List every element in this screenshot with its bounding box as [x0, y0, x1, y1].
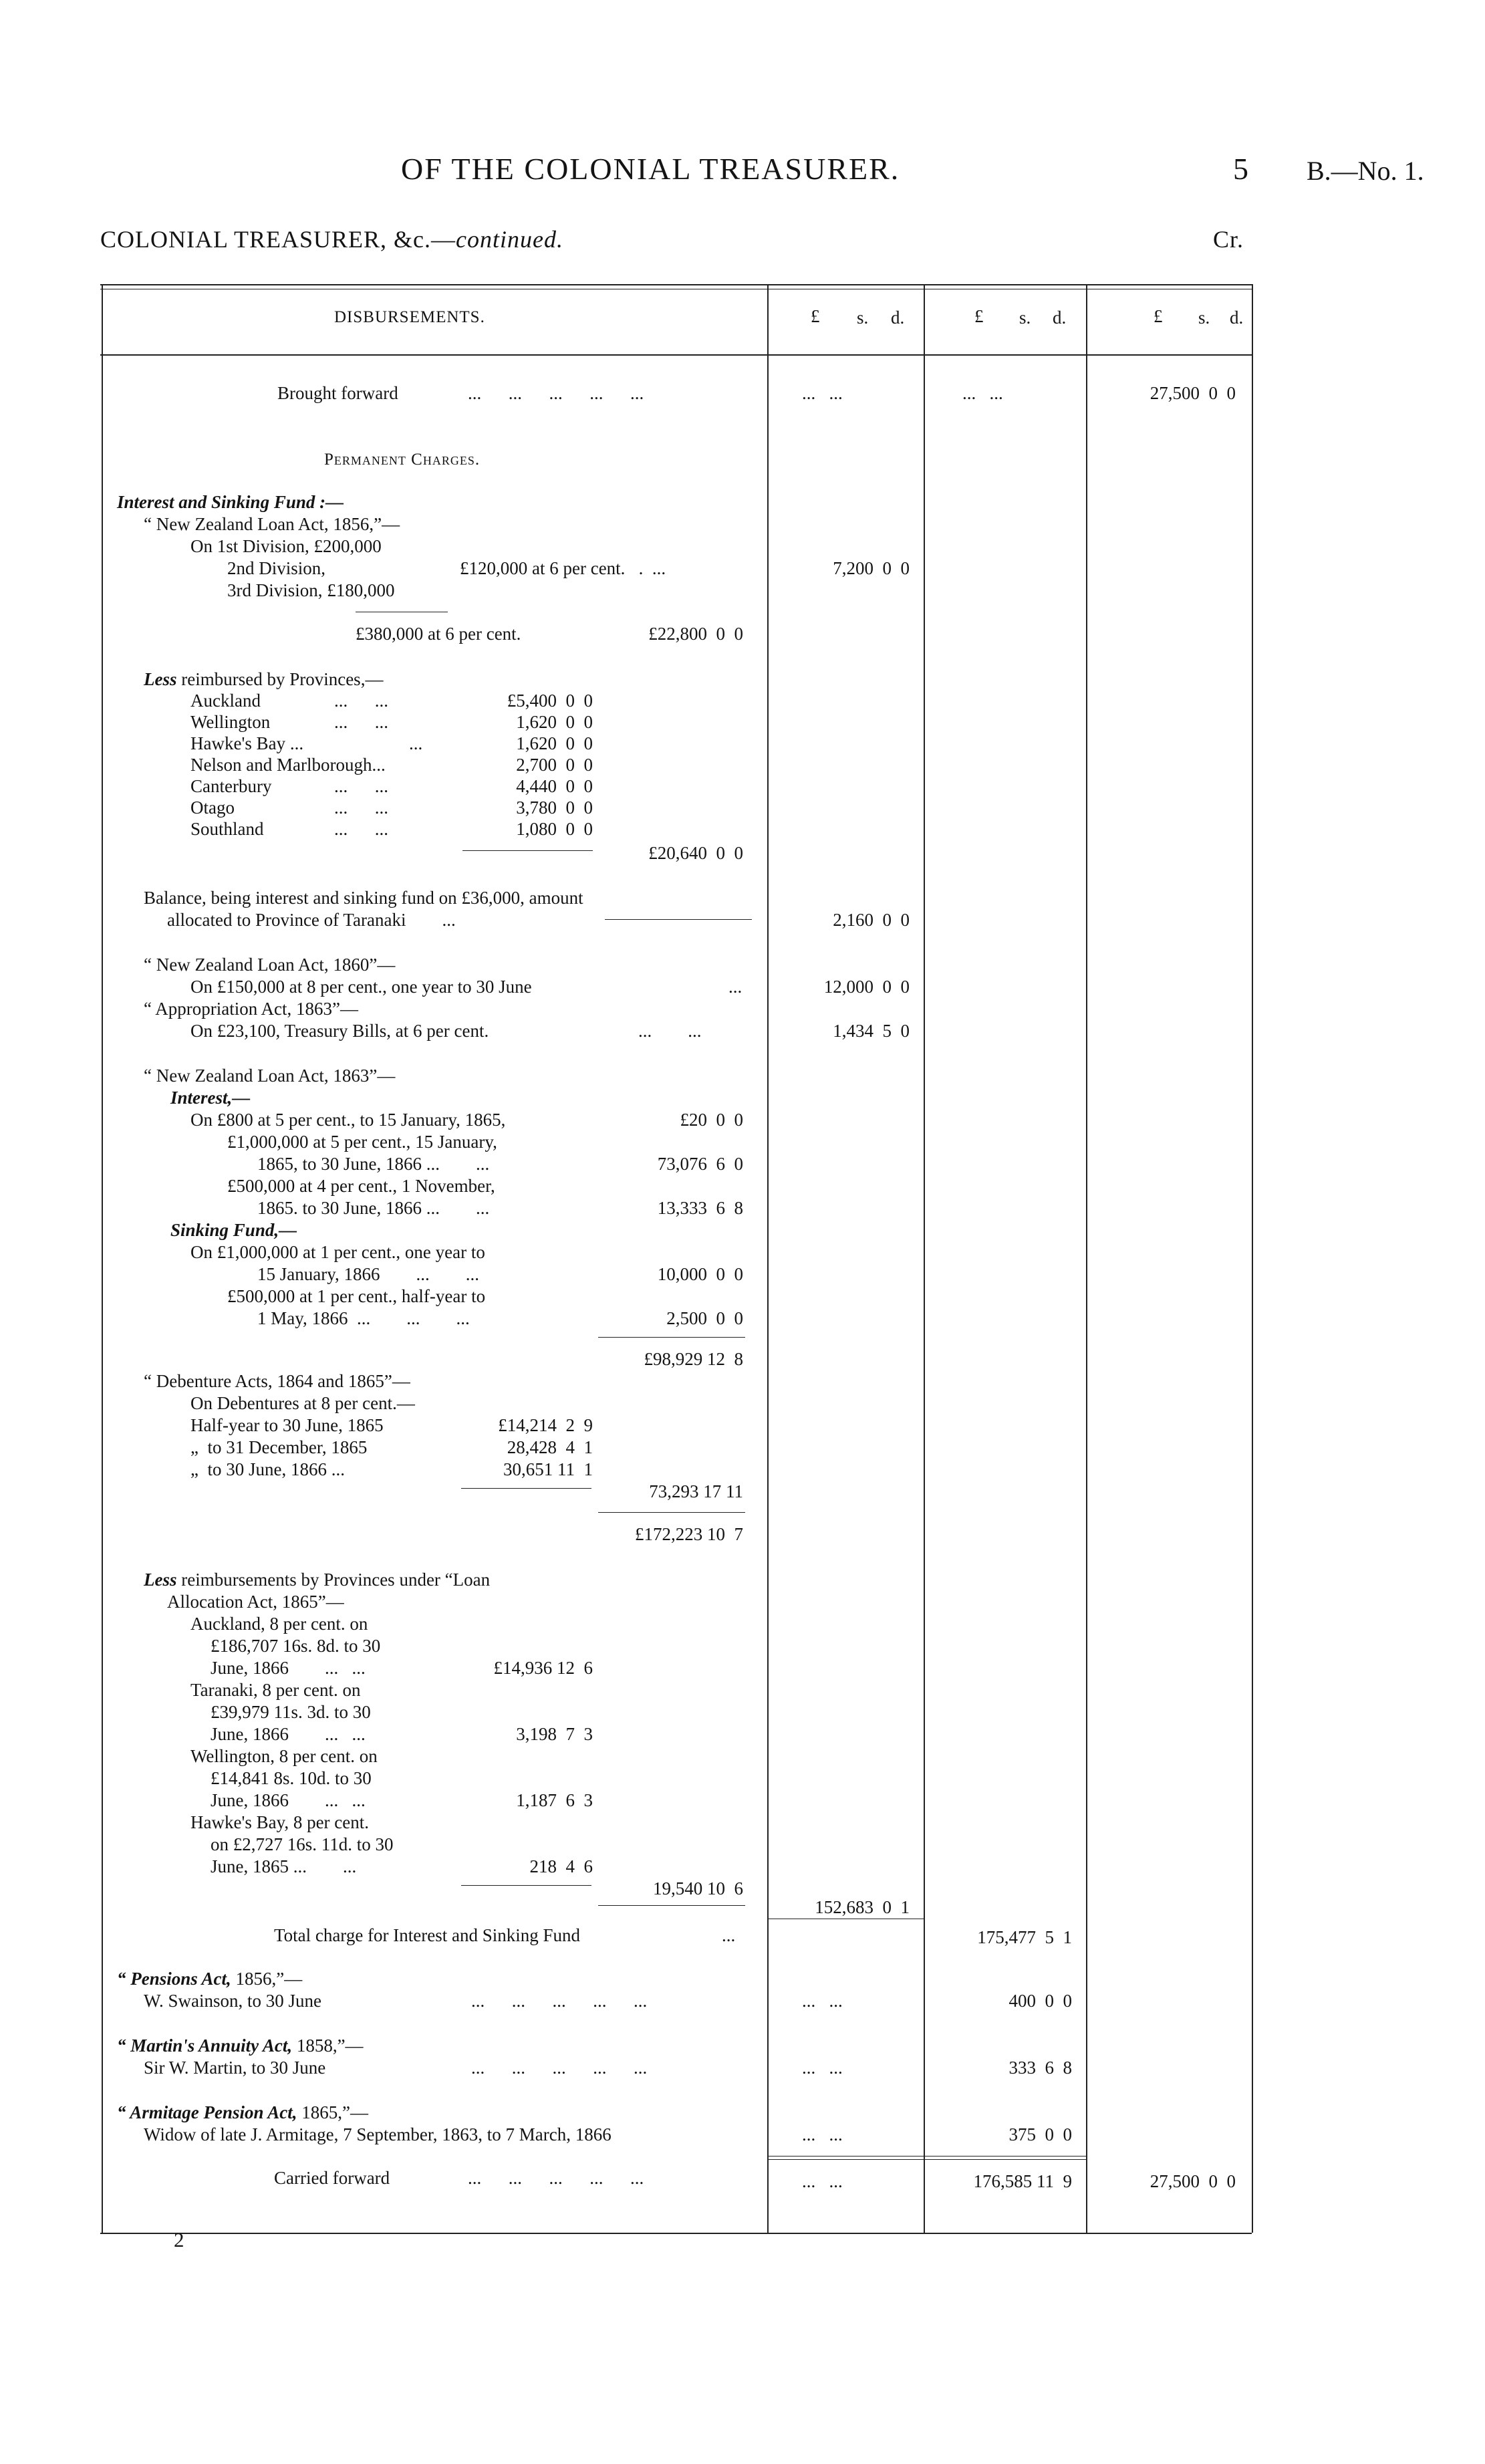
brought-forward-label: Brought forward [277, 383, 398, 403]
debenture-acts: “ Debenture Acts, 1864 and 1865”— [144, 1371, 410, 1391]
pensions-line: W. Swainson, to 30 June [144, 1991, 322, 2011]
carried-rule [769, 2156, 1086, 2157]
alloc-taranaki-2: £39,979 11s. 3d. to 30 [211, 1702, 371, 1722]
left-border [102, 284, 103, 2233]
signature-number: 2 [174, 2228, 184, 2251]
carried-forward-label: Carried forward [274, 2168, 390, 2188]
total-charge-dots: ... [722, 1925, 736, 1945]
reimb-total: £20,640 0 0 [648, 843, 743, 863]
province-amount: 4,440 0 0 [516, 776, 593, 796]
allocation-heading-2: Allocation Act, 1865”— [167, 1592, 344, 1612]
alloc-hawkes-bay-2: on £2,727 16s. 11d. to 30 [211, 1834, 394, 1854]
debenture-half-year-1-amount: £14,214 2 9 [498, 1415, 593, 1435]
nz1860-dots: ... [728, 977, 742, 997]
debenture-rule [461, 1488, 591, 1489]
balance-line-2: allocated to Province of Taranaki ... [167, 910, 456, 930]
total-charge-amount: 175,477 5 1 [977, 1927, 1072, 1947]
martin-annuity-act: “ Martin's Annuity Act, 1858,”— [117, 2036, 364, 2056]
brought-forward-col2: ... ... [962, 383, 1003, 403]
interest-row-1: On £800 at 5 per cent., to 15 January, 1865, [190, 1110, 506, 1130]
col2-shilling-header: s. [1019, 307, 1031, 328]
allocation-heading-1: Less reimbursements by Provinces under “Loan [144, 1570, 491, 1590]
province-amount: 1,620 0 0 [516, 733, 593, 753]
province-auckland: Auckland [190, 691, 261, 711]
province-wellington: Wellington [190, 712, 271, 732]
isf-total-line: £380,000 at 6 per cent. [356, 624, 521, 644]
province-nelson-marlborough: Nelson and Marlborough... [190, 755, 386, 775]
debenture-half-year-1: Half-year to 30 June, 1865 [190, 1415, 384, 1435]
col1-pound-header: £ [811, 306, 820, 326]
approp-amount: 1,434 5 0 [833, 1021, 910, 1041]
brought-forward-dots: ... ... ... ... ... [468, 383, 644, 403]
balance-amount: 2,160 0 0 [833, 910, 910, 930]
debenture-half-year-2: „ to 31 December, 1865 [190, 1437, 368, 1457]
province-amount: £5,400 0 0 [507, 691, 593, 711]
nz1860-line: On £150,000 at 8 per cent., one year to 30 June [190, 977, 532, 997]
nz1863-rule [598, 1337, 745, 1338]
province-otago: Otago [190, 797, 235, 818]
carried-forward-dots: ... ... ... ... ... [468, 2168, 644, 2188]
disbursements-header: DISBURSEMENTS. [334, 308, 485, 326]
total-charge-label: Total charge for Interest and Sinking Fund [274, 1925, 581, 1945]
debenture-half-year-3-amount: 30,651 11 1 [503, 1459, 593, 1479]
pensions-dots: ... ... ... ... ... [471, 1991, 648, 2011]
alloc-wellington-amount: 1,187 6 3 [516, 1790, 593, 1810]
nz1860-amount: 12,000 0 0 [823, 977, 910, 997]
col1-divider [767, 284, 769, 2233]
alloc-wellington-3: June, 1866 ... ... [211, 1790, 366, 1810]
debenture-half-year-2-amount: 28,428 4 1 [507, 1437, 593, 1457]
armitage-line: Widow of late J. Armitage, 7 September, 1863, to 7 March, 1866 [144, 2124, 612, 2144]
credit-side-label: Cr. [1213, 226, 1244, 253]
carried-forward-col2: 176,585 11 9 [973, 2171, 1072, 2191]
alloc-taranaki-amount: 3,198 7 3 [516, 1724, 593, 1744]
province-amount: 3,780 0 0 [516, 797, 593, 818]
approp-line: On £23,100, Treasury Bills, at 6 per cent. [190, 1021, 489, 1041]
col1-pence-header: d. [891, 307, 905, 328]
alloc-hawkes-bay-3: June, 1865 ... ... [211, 1856, 357, 1876]
debenture-line: On Debentures at 8 per cent.— [190, 1393, 415, 1413]
col2-pence-header: d. [1053, 307, 1067, 328]
sinking-row-1-amount: 10,000 0 0 [657, 1264, 743, 1284]
martin-line: Sir W. Martin, to 30 June [144, 2058, 326, 2078]
reimb-rule [462, 850, 593, 851]
col2-divider [924, 284, 925, 2233]
col1-shilling-header: s. [857, 307, 869, 328]
alloc-rule [461, 1885, 591, 1886]
header-bottom-rule [100, 354, 1252, 356]
martin-amount: 333 6 8 [1008, 2058, 1072, 2078]
sinking-row-2a: £500,000 at 1 per cent., half-year to [227, 1286, 486, 1306]
province-amount: 1,620 0 0 [516, 712, 593, 732]
page-title: OF THE COLONIAL TREASURER. [401, 152, 900, 186]
province-southland: Southland [190, 819, 264, 839]
col3-divider [1086, 284, 1087, 2233]
pensions-act: “ Pensions Act, 1856,”— [117, 1969, 303, 1989]
reimbursed-heading: Less reimbursed by Provinces,— [144, 669, 384, 689]
alloc-hawkes-bay-1: Hawke's Bay, 8 per cent. [190, 1812, 370, 1832]
interest-subheading: Interest,— [170, 1088, 251, 1108]
martin-dots: ... ... ... ... ... [471, 2058, 648, 2078]
interest-row-1-amount: £20 0 0 [680, 1110, 743, 1130]
armitage-amount: 375 0 0 [1008, 2124, 1072, 2144]
division-2-label: 2nd Division, [227, 558, 326, 578]
carried-forward-col1: ... ... [802, 2171, 843, 2191]
alloc-wellington-1: Wellington, 8 per cent. on [190, 1746, 378, 1766]
col3-pence-header: d. [1230, 307, 1244, 328]
nz-loan-act-1856: “ New Zealand Loan Act, 1856,”— [144, 514, 400, 534]
alloc-auckland-1: Auckland, 8 per cent. on [190, 1614, 368, 1634]
armitage-col1: ... ... [802, 2124, 843, 2144]
province-dots: ... ... [334, 691, 388, 711]
alloc-taranaki-3: June, 1866 ... ... [211, 1724, 366, 1744]
province-dots: ... ... [334, 797, 388, 818]
alloc-auckland-2: £186,707 16s. 8d. to 30 [211, 1636, 381, 1656]
right-border [1252, 284, 1253, 2233]
province-dots: ... ... [334, 819, 388, 839]
sinking-row-2b: 1 May, 1866 ... ... ... [257, 1308, 470, 1328]
division-1: On 1st Division, £200,000 [190, 536, 382, 556]
interest-row-3a: £500,000 at 4 per cent., 1 November, [227, 1176, 495, 1196]
interest-row-3b: 1865. to 30 June, 1866 ... ... [257, 1198, 490, 1218]
table-bottom-rule [100, 2233, 1252, 2234]
debenture-half-year-3: „ to 30 June, 1866 ... [190, 1459, 345, 1479]
page-number: 5 [1233, 152, 1250, 186]
carried-forward-col3: 27,500 0 0 [1150, 2171, 1236, 2191]
sinking-row-1b: 15 January, 1866 ... ... [257, 1264, 479, 1284]
nz1863-total: £98,929 12 8 [644, 1349, 743, 1369]
document-ref: B.—No. 1. [1307, 156, 1424, 186]
alloc-wellington-2: £14,841 8s. 10d. to 30 [211, 1768, 372, 1788]
nz-loan-act-1860: “ New Zealand Loan Act, 1860”— [144, 955, 396, 975]
pensions-amount: 400 0 0 [1008, 1991, 1072, 2011]
loan-interest-grand-total: £172,223 10 7 [635, 1524, 743, 1544]
col3-pound-header: £ [1154, 306, 1163, 326]
province-amount: 1,080 0 0 [516, 819, 593, 839]
division-interest-amount: 7,200 0 0 [833, 558, 910, 578]
martin-col1: ... ... [802, 2058, 843, 2078]
carried-rule-2 [769, 2159, 1086, 2160]
col3-shilling-header: s. [1198, 307, 1210, 328]
sinking-row-1a: On £1,000,000 at 1 per cent., one year to [190, 1242, 485, 1262]
col2-pound-header: £ [974, 306, 984, 326]
province-dots: ... ... [334, 712, 388, 732]
province-dots: ... ... [334, 776, 388, 796]
alloc-taranaki-1: Taranaki, 8 per cent. on [190, 1680, 361, 1700]
interest-row-2a: £1,000,000 at 5 per cent., 15 January, [227, 1132, 497, 1152]
grand-rule [598, 1512, 745, 1513]
province-canterbury: Canterbury [190, 776, 272, 796]
permanent-charges-heading: Permanent Charges. [324, 451, 481, 469]
balance-line-1: Balance, being interest and sinking fund on £36,000, amount [144, 888, 583, 908]
sinking-fund-subheading: Sinking Fund,— [170, 1220, 297, 1240]
province-amount: 2,700 0 0 [516, 755, 593, 775]
province-hawkes-bay: Hawke's Bay ... [190, 733, 304, 753]
balance-rule [605, 919, 752, 920]
province-dots: ... [409, 733, 423, 753]
isf-heading: Interest and Sinking Fund :— [117, 492, 344, 512]
division-2-rate: £120,000 at 6 per cent. . ... [460, 558, 666, 578]
interest-row-2-amount: 73,076 6 0 [657, 1154, 743, 1174]
alloc-hawkes-bay-amount: 218 4 6 [529, 1856, 593, 1876]
net-interest-amount: 152,683 0 1 [815, 1897, 910, 1917]
interest-row-2b: 1865, to 30 June, 1866 ... ... [257, 1154, 490, 1174]
table-top-rule [100, 284, 1252, 285]
alloc-total: 19,540 10 6 [653, 1878, 743, 1898]
alloc-auckland-3: June, 1866 ... ... [211, 1658, 366, 1678]
alloc-rule-2 [598, 1905, 745, 1906]
brought-forward-col1: ... ... [802, 383, 843, 403]
approp-dots: ... ... [638, 1021, 702, 1041]
division-3: 3rd Division, £180,000 [227, 580, 395, 600]
interest-row-3-amount: 13,333 6 8 [657, 1198, 743, 1218]
alloc-auckland-amount: £14,936 12 6 [493, 1658, 593, 1678]
isf-total-amount: £22,800 0 0 [648, 624, 743, 644]
debenture-total: 73,293 17 11 [649, 1481, 743, 1501]
pensions-col1: ... ... [802, 1991, 843, 2011]
nz-loan-act-1863: “ New Zealand Loan Act, 1863”— [144, 1066, 396, 1086]
brought-forward-col3: 27,500 0 0 [1150, 383, 1236, 403]
sinking-row-2-amount: 2,500 0 0 [666, 1308, 743, 1328]
section-title: COLONIAL TREASURER, &c.—continued. [100, 226, 563, 253]
appropriation-act-1863: “ Appropriation Act, 1863”— [144, 999, 358, 1019]
armitage-pension-act: “ Armitage Pension Act, 1865,”— [117, 2102, 368, 2122]
